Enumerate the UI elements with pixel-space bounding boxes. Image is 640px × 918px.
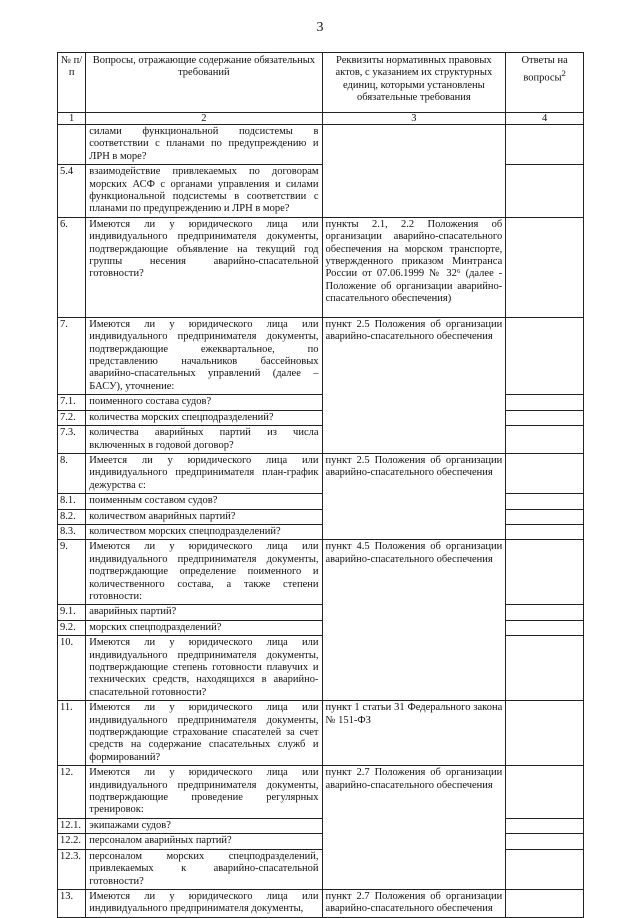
row-question: Имеется ли у юридического лица или индивидуального предпринимателя план-график дежурства с: — [86, 453, 322, 493]
row-number: 9. — [58, 540, 86, 605]
row-number: 7. — [58, 317, 86, 394]
row-requisites: пункты 2.1, 2.2 Положения об организации аварийно-спасательного обеспечения на морском транспорте, утвержденного приказом Минтранса России от 07.06.1999 № 32⁶ (далее - Положение об организации аварийно-спасательного обеспечения) — [322, 217, 506, 317]
row-answer — [506, 818, 584, 833]
table-row — [58, 889, 584, 917]
row-answer — [506, 509, 584, 524]
header-answers-footnote: 2 — [561, 68, 566, 79]
row-number: 9.1. — [58, 605, 86, 620]
row-number: 8.1. — [58, 494, 86, 509]
row-question: Имеются ли у юридического лица или индивидуального предпринимателя документы, подтверждающие определение поименного и количественного состава, а также степени готовности: — [86, 540, 322, 605]
row-answer — [506, 410, 584, 425]
row-number: 7.1. — [58, 395, 86, 410]
row-question: Имеются ли у юридического лица или индивидуального предпринимателя документы, подтверждающие объявление на текущий год группы несения аварийно-спасательной готовности? — [86, 217, 322, 317]
row-number: 5.4 — [58, 165, 86, 218]
row-requisites: пункт 2.5 Положения об организации аварийно-спасательного обеспечения — [322, 317, 506, 453]
row-number: 6. — [58, 217, 86, 317]
row-question: количества аварийных партий из числа включенных в годовой договор? — [86, 426, 322, 454]
row-question: количеством аварийных партий? — [86, 509, 322, 524]
row-requisites: пункт 4.5 Положения об организации аварийно-спасательного обеспечения — [322, 540, 506, 701]
table-row — [58, 125, 584, 165]
row-answer — [506, 636, 584, 701]
row-answer — [506, 165, 584, 218]
row-question: морских спецподразделений? — [86, 620, 322, 635]
row-answer — [506, 426, 584, 454]
row-answer — [506, 605, 584, 620]
header-requisites: Реквизиты нормативных правовых актов, с указанием их структурных единиц, которыми установлены обязательные требования — [322, 53, 506, 113]
column-index: 1 — [58, 113, 86, 125]
row-question: Имеются ли у юридического лица или индивидуального предпринимателя документы, подтверждающие проведение регулярных тренировок: — [86, 766, 322, 819]
header-answers — [506, 53, 584, 113]
table-row — [58, 766, 584, 819]
column-index-row — [58, 113, 584, 125]
row-question: персоналом морских спецподразделений, привлекаемых к аварийно-спасательной готовности? — [86, 849, 322, 889]
row-number: 11. — [58, 701, 86, 766]
row-number: 13. — [58, 889, 86, 917]
column-index: 3 — [322, 113, 506, 125]
table-row — [58, 540, 584, 605]
requirements-table — [57, 52, 584, 918]
row-question: силами функциональной подсистемы в соответствии с планами по предупреждению и ЛРН в море? — [86, 125, 322, 165]
row-answer — [506, 217, 584, 317]
row-number: 12. — [58, 766, 86, 819]
row-answer — [506, 524, 584, 539]
column-index: 2 — [86, 113, 322, 125]
header-questions: Вопросы, отражающие содержание обязательных требований — [86, 53, 322, 113]
row-answer — [506, 395, 584, 410]
page-number: 3 — [316, 20, 324, 35]
row-answer — [506, 540, 584, 605]
row-answer — [506, 494, 584, 509]
header-number: № п/п — [58, 53, 86, 113]
table-row — [58, 453, 584, 493]
row-number: 9.2. — [58, 620, 86, 635]
row-question: Имеются ли у юридического лица или индивидуального предпринимателя документы, подтверждающие ежеквартальное, по представлению начальников бассейновых аварийно-спасательных управлений (далее – БАСУ), уточнение: — [86, 317, 322, 394]
row-question: количества морских спецподразделений? — [86, 410, 322, 425]
row-question: Имеются ли у юридического лица или индивидуального предпринимателя документы, — [86, 889, 322, 917]
row-question: поименным составом судов? — [86, 494, 322, 509]
row-question: аварийных партий? — [86, 605, 322, 620]
row-answer — [506, 317, 584, 394]
row-requisites: пункт 2.5 Положения об организации аварийно-спасательного обеспечения — [322, 453, 506, 539]
row-question: взаимодействие привлекаемых по договорам морских АСФ с органами управления и силами функциональной подсистемы в соответствии с планами по предупреждению и ЛРН в море? — [86, 165, 322, 218]
row-answer — [506, 834, 584, 849]
row-answer — [506, 620, 584, 635]
table-row — [58, 217, 584, 317]
row-number: 8.2. — [58, 509, 86, 524]
row-answer — [506, 849, 584, 889]
column-index: 4 — [506, 113, 584, 125]
row-answer — [506, 453, 584, 493]
row-answer — [506, 125, 584, 165]
row-number: 12.3. — [58, 849, 86, 889]
row-number: 7.2. — [58, 410, 86, 425]
table-header-row — [58, 53, 584, 113]
row-requisites: пункт 2.7 Положения об организации аварийно-спасательного обеспечения — [322, 766, 506, 890]
row-number: 12.2. — [58, 834, 86, 849]
row-question: персоналом аварийных партий? — [86, 834, 322, 849]
row-answer — [506, 766, 584, 819]
row-requisites: пункт 2.7 Положения об организации аварийно-спасательного обеспечения — [322, 889, 506, 917]
row-question: количеством морских спецподразделений? — [86, 524, 322, 539]
row-number — [58, 125, 86, 165]
row-number: 8.3. — [58, 524, 86, 539]
table-row — [58, 701, 584, 766]
row-question: поименного состава судов? — [86, 395, 322, 410]
row-number: 8. — [58, 453, 86, 493]
row-question: экипажами судов? — [86, 818, 322, 833]
table-row — [58, 317, 584, 394]
row-number: 7.3. — [58, 426, 86, 454]
row-question: Имеются ли у юридического лица или индивидуального предпринимателя документы, подтверждающие степень готовности плавучих и технических средств, находящихся в аварийно-спасательной готовности? — [86, 636, 322, 701]
row-answer — [506, 701, 584, 766]
row-requisites: пункт 1 статьи 31 Федерального закона № 151-ФЗ — [322, 701, 506, 766]
row-question: Имеются ли у юридического лица или индивидуального предпринимателя документы, подтверждающие страхование спасателей за счет средств на содержание спасательных служб и формирований? — [86, 701, 322, 766]
row-requisites — [322, 125, 506, 218]
row-answer — [506, 889, 584, 917]
row-number: 10. — [58, 636, 86, 701]
header-answers-text: Ответы на вопросы — [521, 55, 568, 84]
row-number: 12.1. — [58, 818, 86, 833]
